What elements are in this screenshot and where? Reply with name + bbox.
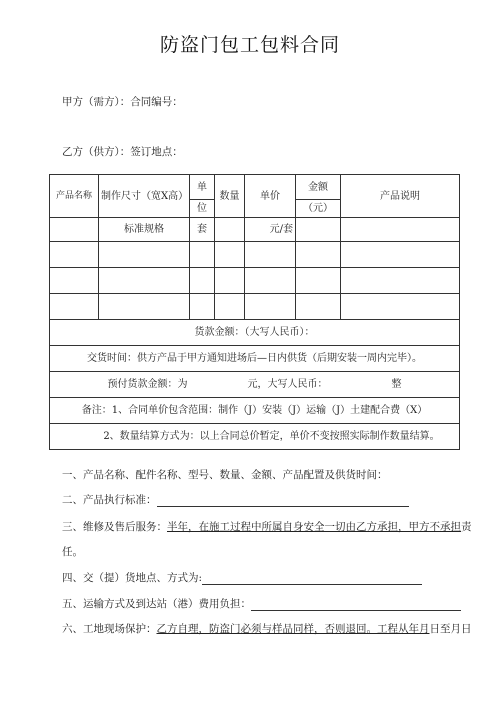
notes-2-text: 2、数量结算方式为：以上合同总价暂定，单价不变按照实际制作数量结算。 [50, 424, 460, 450]
party-a-line: 甲方（需方）：合同编号： [62, 96, 183, 108]
table-row [50, 294, 460, 320]
clause-1: 一、产品名称、配件名称、型号、数量、金额、产品配置及供货时间： [62, 469, 388, 481]
notes-row-2 [50, 424, 460, 450]
header-unit-top: 单 [190, 175, 215, 200]
clause-5-label: 五、运输方式及到达站（港）费用负担： [62, 598, 251, 610]
clause-5 [62, 596, 461, 611]
table-row [50, 242, 460, 268]
prepay-row [50, 372, 460, 398]
header-description: 产品说明 [341, 175, 460, 218]
clause-6-underlined: 乙方自理，防盗门必须与样品同样，否则退回。工程从年月 [156, 623, 430, 635]
total-amount-row [50, 320, 460, 346]
blank-line [202, 572, 422, 585]
delivery-text: 交货时间：供方产品于甲方通知进场后—日内供货（后期安装一周内完毕）。 [50, 346, 460, 372]
blank-line [157, 494, 409, 507]
header-unit-bottom: 位 [190, 200, 215, 218]
clause-3-continued: 任。 [62, 546, 83, 558]
header-price: 单价 [245, 175, 296, 218]
cell-empty [341, 218, 460, 242]
prepay-cell [50, 372, 460, 398]
table-row [50, 268, 460, 294]
header-amount-top: 金额 [296, 175, 341, 200]
header-size: 制作尺寸（宽X高） [99, 175, 190, 218]
table-header-row [50, 175, 460, 200]
delivery-row [50, 346, 460, 372]
prepay-unit: 元，大写人民币： [247, 379, 328, 390]
clause-6-suffix: 日至月日 [429, 623, 472, 635]
table-spec-row [50, 218, 460, 242]
clause-2-label: 二、产品执行标准： [62, 494, 157, 506]
party-b-line: 乙方（供方）：签订地点： [62, 146, 183, 158]
clause-4 [62, 570, 422, 585]
clause-2 [62, 492, 409, 507]
notes-row-1 [50, 398, 460, 424]
clause-3-suffix: 责 [461, 521, 472, 533]
clause-4-label: 四、交（提）货地点、方式为: [62, 572, 203, 584]
cell-empty [215, 218, 245, 242]
clause-3 [62, 519, 472, 534]
spec-unit: 套 [190, 218, 215, 242]
header-amount-bottom: （元） [296, 200, 341, 218]
total-amount-text: 货款金额：（大写人民币）： [50, 320, 460, 346]
blank-line [251, 598, 461, 611]
header-quantity: 数量 [215, 175, 245, 218]
header-product-name: 产品名称 [50, 175, 99, 218]
clause-3-underlined: 半年，在施工过程中所属自身安全一切由乙方承担，甲方不承担 [167, 521, 461, 533]
cell-empty [50, 218, 99, 242]
prepay-label: 预付货款金额：为 [107, 379, 188, 390]
clause-6 [62, 621, 472, 636]
contract-title: 防盗门包工包料合同 [159, 34, 340, 56]
cell-empty [296, 218, 341, 242]
prepay-end: 整 [391, 379, 402, 390]
notes-1-text: 备注：1、合同单价包含范围：制作（J）安装（J）运输（J）土建配合费（X） [50, 398, 460, 424]
clause-3-label: 三、维修及售后服务： [62, 521, 167, 533]
clause-6-label: 六、工地现场保护： [62, 623, 157, 635]
product-table [49, 174, 460, 450]
spec-price: 元/套 [245, 218, 296, 242]
spec-label: 标准规格 [99, 218, 190, 242]
